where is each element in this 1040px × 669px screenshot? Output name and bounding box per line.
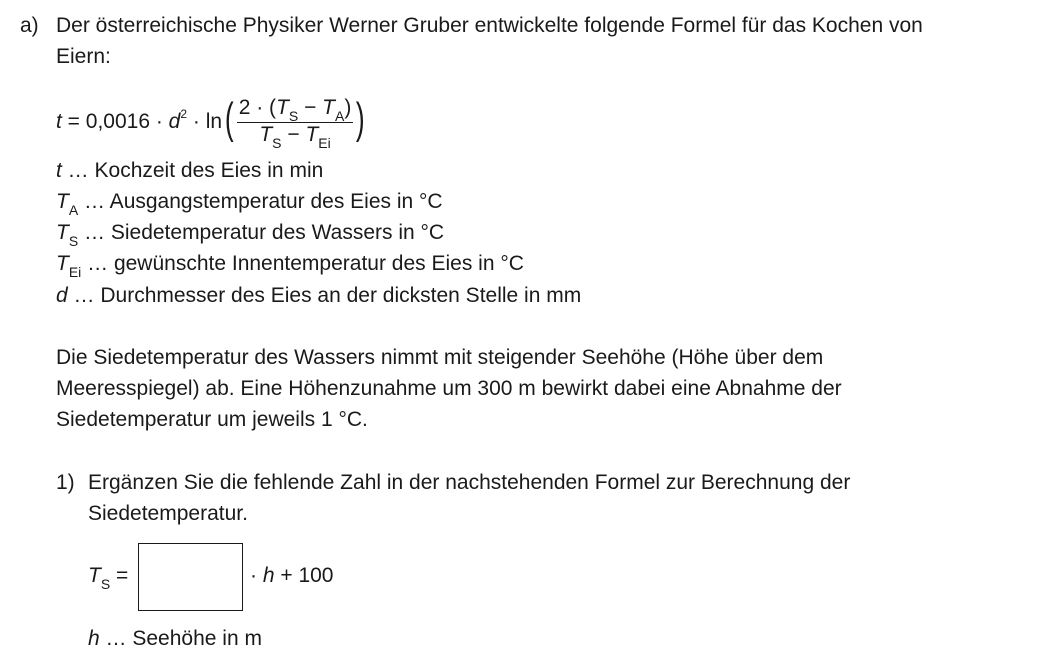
legend-symbol: T: [56, 221, 69, 244]
formula-paren-open: (: [224, 94, 234, 143]
legend-text: … Durchmesser des Eies an der dicksten Stelle in mm: [67, 284, 582, 307]
legend-text: … gewünschte Innentemperatur des Eies in °C: [81, 252, 524, 275]
numerator-close: ): [344, 96, 352, 119]
answer-input-box[interactable]: [138, 543, 243, 611]
h-legend: [88, 627, 262, 651]
denominator-sub-ei: Ei: [318, 135, 331, 151]
formula2-lhs: [88, 564, 129, 592]
numerator-sub-a: A: [335, 108, 345, 124]
formula2-dot: ·: [250, 564, 263, 587]
numerator-sub-s: S: [288, 108, 299, 124]
legend-text: … Kochzeit des Eies in min: [61, 159, 324, 182]
question-label: 1): [56, 471, 75, 494]
legend-symbol: T: [56, 252, 69, 275]
paragraph-line-3: Siedetemperatur um jeweils 1 °C.: [56, 408, 368, 431]
intro-line-1: Der österreichische Physiker Werner Gruber entwickelte folgende Formel für das Kochen von: [56, 14, 923, 37]
paragraph-line-1: Die Siedetemperatur des Wassers nimmt mit steigender Seehöhe (Höhe über dem: [56, 346, 824, 369]
question-line-1: Ergänzen Sie die fehlende Zahl in der nachstehenden Formel zur Berechnung der: [88, 471, 851, 494]
numerator-T-a: T: [322, 96, 335, 119]
legend-symbol: T: [56, 190, 69, 213]
denominator-T-ei: T: [305, 123, 319, 146]
legend-subscript: Ei: [68, 264, 82, 280]
cooking-formula: [56, 92, 368, 152]
h-legend-text: … Seehöhe in m: [99, 627, 262, 650]
legend-item-t: [56, 159, 323, 183]
legend-item-ts: [56, 221, 445, 249]
fraction-numerator: [237, 97, 354, 123]
legend-text: … Siedetemperatur des Wassers in °C: [78, 221, 445, 244]
denominator-sub-s: S: [272, 135, 282, 151]
legend-text: … Ausgangstemperatur des Eies in °C: [78, 190, 443, 213]
formula-d: d: [168, 110, 181, 133]
formula2-equals: =: [110, 564, 129, 587]
formula2-sub-s: S: [100, 576, 111, 592]
formula-t: t: [56, 110, 62, 133]
denominator-T-s: T: [259, 123, 273, 146]
task-label: a): [20, 14, 39, 37]
formula2-rhs: [250, 564, 334, 588]
question-line-2: Siedetemperatur.: [88, 502, 248, 525]
paragraph-line-2: Meeresspiegel) ab. Eine Höhenzunahme um 300 m bewirkt dabei eine Abnahme der: [56, 377, 842, 400]
formula-fraction: [237, 96, 354, 151]
legend-subscript: S: [68, 233, 79, 249]
fraction-denominator: [237, 123, 354, 151]
legend-subscript: A: [68, 202, 79, 218]
numerator-prefix: 2 · (: [238, 96, 277, 119]
formula-paren-close: ): [356, 94, 366, 143]
legend-item-ta: [56, 190, 443, 218]
legend-item-tei: [56, 252, 524, 280]
legend-item-d: [56, 284, 581, 308]
formula2-T: T: [88, 564, 101, 587]
formula-ln: · ln: [187, 110, 223, 133]
formula-factor: = 0,0016 ·: [61, 110, 169, 133]
formula-d-exponent: 2: [180, 107, 188, 121]
h-legend-symbol: h: [88, 627, 100, 650]
intro-line-2: Eiern:: [56, 45, 111, 68]
numerator-minus: −: [298, 96, 323, 119]
formula2-rest: + 100: [274, 564, 334, 587]
formula2-h: h: [262, 564, 275, 587]
numerator-T-s: T: [276, 96, 289, 119]
denominator-minus: −: [281, 123, 306, 146]
legend-symbol: t: [56, 159, 62, 182]
legend-symbol: d: [56, 284, 68, 307]
